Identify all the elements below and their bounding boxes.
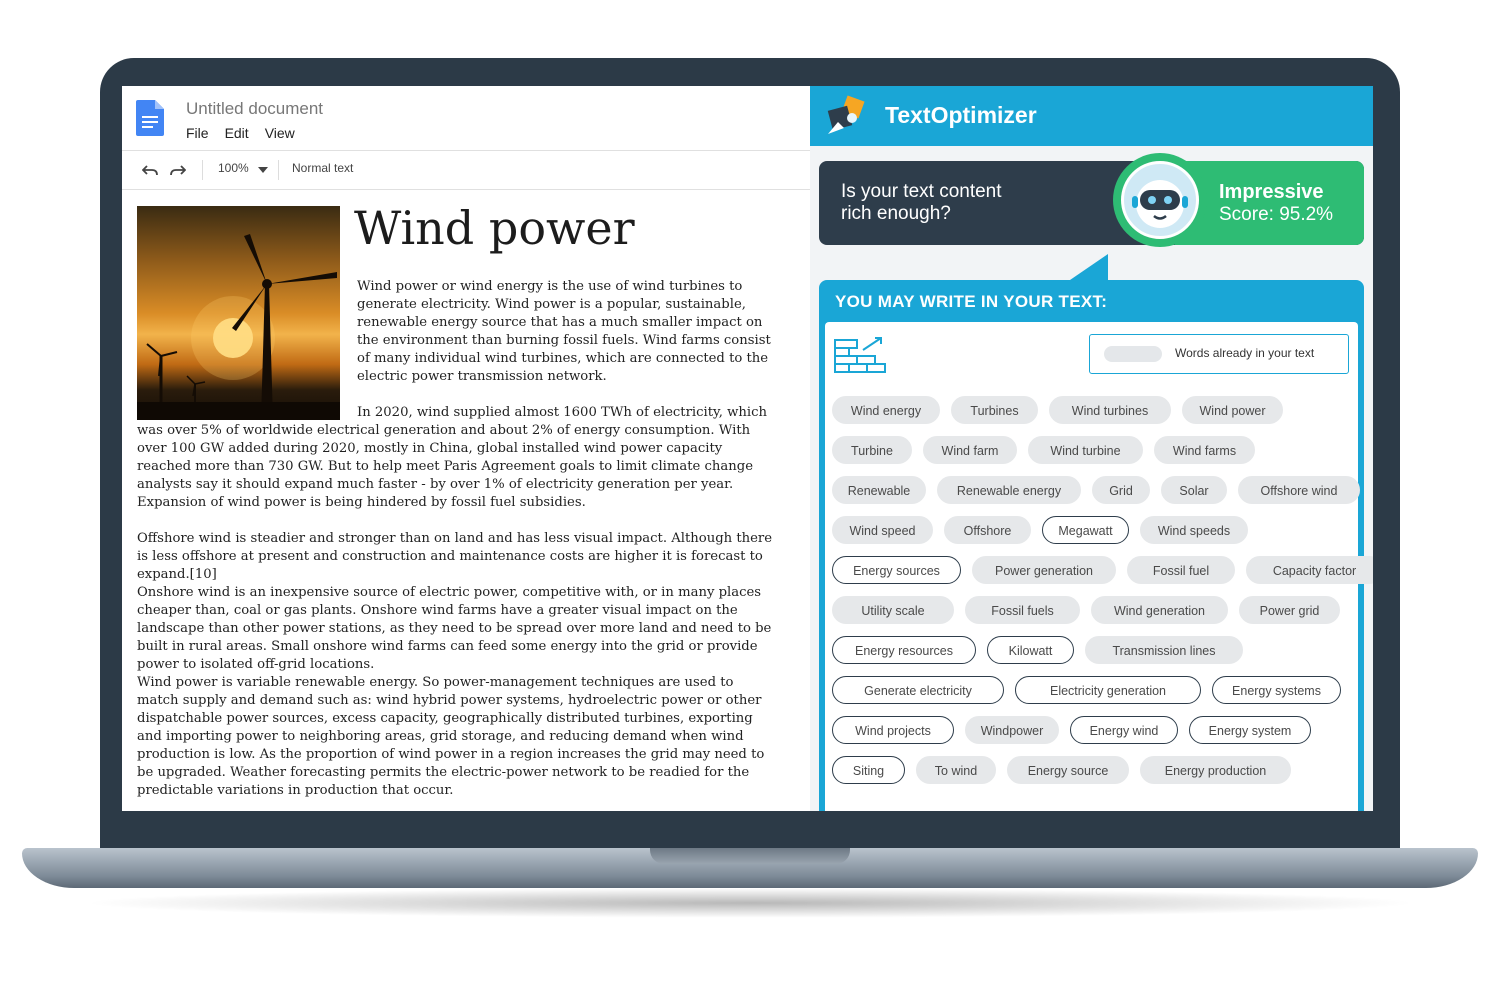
keyword-tag[interactable]: Renewable bbox=[832, 476, 926, 504]
toolbar-divider bbox=[202, 160, 203, 180]
keyword-tag[interactable]: Wind turbine bbox=[1028, 436, 1143, 464]
keyword-tag[interactable]: Turbine bbox=[832, 436, 912, 464]
keyword-tag[interactable]: Generate electricity bbox=[832, 676, 1004, 704]
suggestions-title: YOU MAY WRITE IN YOUR TEXT: bbox=[835, 292, 1108, 311]
rocket-logo-icon bbox=[822, 94, 868, 138]
laptop-notch bbox=[650, 848, 850, 864]
keyword-tag[interactable]: Windpower bbox=[965, 716, 1059, 744]
keyword-tag[interactable]: Wind farms bbox=[1154, 436, 1255, 464]
laptop-screen bbox=[122, 86, 1373, 811]
legend-label: Words already in your text bbox=[1175, 346, 1315, 360]
score-card bbox=[819, 161, 1364, 245]
robot-avatar bbox=[1113, 153, 1207, 247]
keyword-tag[interactable]: Utility scale bbox=[832, 596, 954, 624]
robot-face-icon bbox=[1121, 161, 1199, 239]
document-header bbox=[122, 86, 810, 151]
suggestions-body bbox=[825, 322, 1358, 811]
keyword-tag[interactable]: Transmission lines bbox=[1085, 636, 1243, 664]
keyword-tag[interactable]: Energy wind bbox=[1070, 716, 1178, 744]
keyword-tag[interactable]: Electricity generation bbox=[1015, 676, 1201, 704]
legend bbox=[1089, 334, 1349, 374]
keyword-tag[interactable]: Power generation bbox=[972, 556, 1116, 584]
paragraph-4: Onshore wind is an inexpensive source of electric power, competitive with, or in many places cheaper than, coal or gas plants. Onshore wind farms have a greater visual impact on the landscape than other power stations, as they need to be spread over more land and need to be built in rural areas. Small onshore wind farms can feed some energy into the grid or provide power to isolated off-grid locations. bbox=[137, 585, 772, 672]
paragraph-3: Offshore wind is steadier and stronger than on land and has less visual impact. Although there is less offshore at present and construction and maintenance costs are higher it is forecast to expand.[10] bbox=[137, 531, 773, 582]
wind-turbine-photo bbox=[137, 206, 340, 420]
keyword-tag[interactable]: Wind generation bbox=[1091, 596, 1228, 624]
keyword-tag[interactable]: To wind bbox=[916, 756, 996, 784]
keyword-tag[interactable]: Energy source bbox=[1007, 756, 1129, 784]
keyword-tag[interactable]: Energy sources bbox=[832, 556, 961, 584]
formatting-toolbar bbox=[122, 151, 810, 190]
keyword-tag[interactable]: Fossil fuel bbox=[1127, 556, 1235, 584]
score-value: Score: 95.2% bbox=[1219, 204, 1334, 225]
paragraph-style-select[interactable]: Normal text bbox=[292, 161, 354, 175]
keyword-tag[interactable]: Turbines bbox=[951, 396, 1038, 424]
laptop-shadow bbox=[80, 888, 1420, 918]
menu-view[interactable]: View bbox=[264, 125, 295, 141]
keyword-tag[interactable]: Offshore bbox=[944, 516, 1031, 544]
keyword-tag[interactable]: Capacity factor bbox=[1246, 556, 1373, 584]
app-title: TextOptimizer bbox=[885, 102, 1037, 128]
keyword-tag[interactable]: Renewable energy bbox=[937, 476, 1081, 504]
docs-logo-icon bbox=[136, 100, 164, 136]
score-question: Is your text content rich enough? bbox=[841, 181, 1002, 224]
keyword-tag[interactable]: Wind projects bbox=[832, 716, 954, 744]
document-editor bbox=[122, 86, 810, 811]
redo-icon[interactable] bbox=[170, 164, 186, 176]
paragraph-1: Wind power or wind energy is the use of wind turbines to generate electricity. Wind power is a popular, sustainable, renewable energy source that has a much smaller impact on the environment than burning fossil fuels. Wind farms consist of many individual wind turbines, which are connected to the electric power transmission network. bbox=[357, 279, 771, 384]
menu-edit[interactable]: Edit bbox=[224, 125, 249, 141]
keyword-tag[interactable]: Energy systems bbox=[1212, 676, 1341, 704]
paragraph-2: In 2020, wind supplied almost 1600 TWh of electricity, which was over 5% of worldwide electrical generation and about 2% of energy consumption. With over 100 GW added during 2020, mostly in China, global installed wind power capacity reached more than 730 GW. But to help meet Paris Agreement goals to limit climate change analysts say it should expand much faster - by over 1% of electricity generation per year. Expansion of wind power is being hindered by fossil fuel subsidies. bbox=[137, 405, 767, 510]
keyword-tag[interactable]: Wind speeds bbox=[1140, 516, 1248, 544]
paragraph-5: Wind power is variable renewable energy. So power-management techniques are used to match supply and demand such as: wind hybrid power systems, hydroelectric power or other dispatchable power sources, excess capacity, geographically distributed turbines, exporting and importing power to neighboring areas, grid storage, and reducing demand when wind production is low. As the proportion of wind power in a region increases the grid may need to be upgraded. Weather forecasting permits the electric-power network to be readied for the predictable variations in production that occur. bbox=[137, 675, 765, 798]
bricks-icon bbox=[833, 334, 889, 378]
keyword-tag[interactable]: Siting bbox=[832, 756, 905, 784]
menu-bar bbox=[186, 125, 295, 141]
textoptimizer-panel bbox=[810, 86, 1373, 811]
menu-file[interactable]: File bbox=[186, 125, 209, 141]
zoom-select[interactable]: 100% bbox=[218, 161, 249, 175]
toolbar-divider bbox=[278, 160, 279, 180]
keyword-tag[interactable]: Grid bbox=[1092, 476, 1150, 504]
keyword-tag[interactable]: Wind power bbox=[1182, 396, 1283, 424]
keyword-tag[interactable]: Wind farm bbox=[923, 436, 1017, 464]
legend-swatch bbox=[1104, 346, 1162, 362]
keyword-tag[interactable]: Solar bbox=[1161, 476, 1227, 504]
keyword-tag[interactable]: Wind turbines bbox=[1049, 396, 1171, 424]
keyword-tag[interactable]: Megawatt bbox=[1042, 516, 1129, 544]
keyword-tag[interactable]: Power grid bbox=[1239, 596, 1340, 624]
suggestions-panel bbox=[819, 280, 1364, 811]
keyword-tag[interactable]: Offshore wind bbox=[1238, 476, 1360, 504]
keyword-tag[interactable]: Kilowatt bbox=[987, 636, 1074, 664]
chevron-down-icon[interactable] bbox=[258, 167, 268, 173]
keyword-tag[interactable]: Energy production bbox=[1140, 756, 1291, 784]
textoptimizer-header bbox=[810, 86, 1373, 146]
keyword-tag[interactable]: Wind speed bbox=[832, 516, 933, 544]
document-title[interactable]: Untitled document bbox=[186, 99, 324, 118]
undo-icon[interactable] bbox=[142, 164, 158, 176]
keyword-tag[interactable]: Energy system bbox=[1189, 716, 1311, 744]
score-rating: Impressive bbox=[1219, 181, 1324, 203]
wind-turbine-illustration bbox=[137, 206, 340, 420]
document-heading: Wind power bbox=[354, 201, 635, 255]
speech-bubble-tip bbox=[1070, 254, 1108, 280]
keyword-tag[interactable]: Fossil fuels bbox=[965, 596, 1080, 624]
keyword-tag[interactable]: Energy resources bbox=[832, 636, 976, 664]
keyword-tag[interactable]: Wind energy bbox=[832, 396, 940, 424]
